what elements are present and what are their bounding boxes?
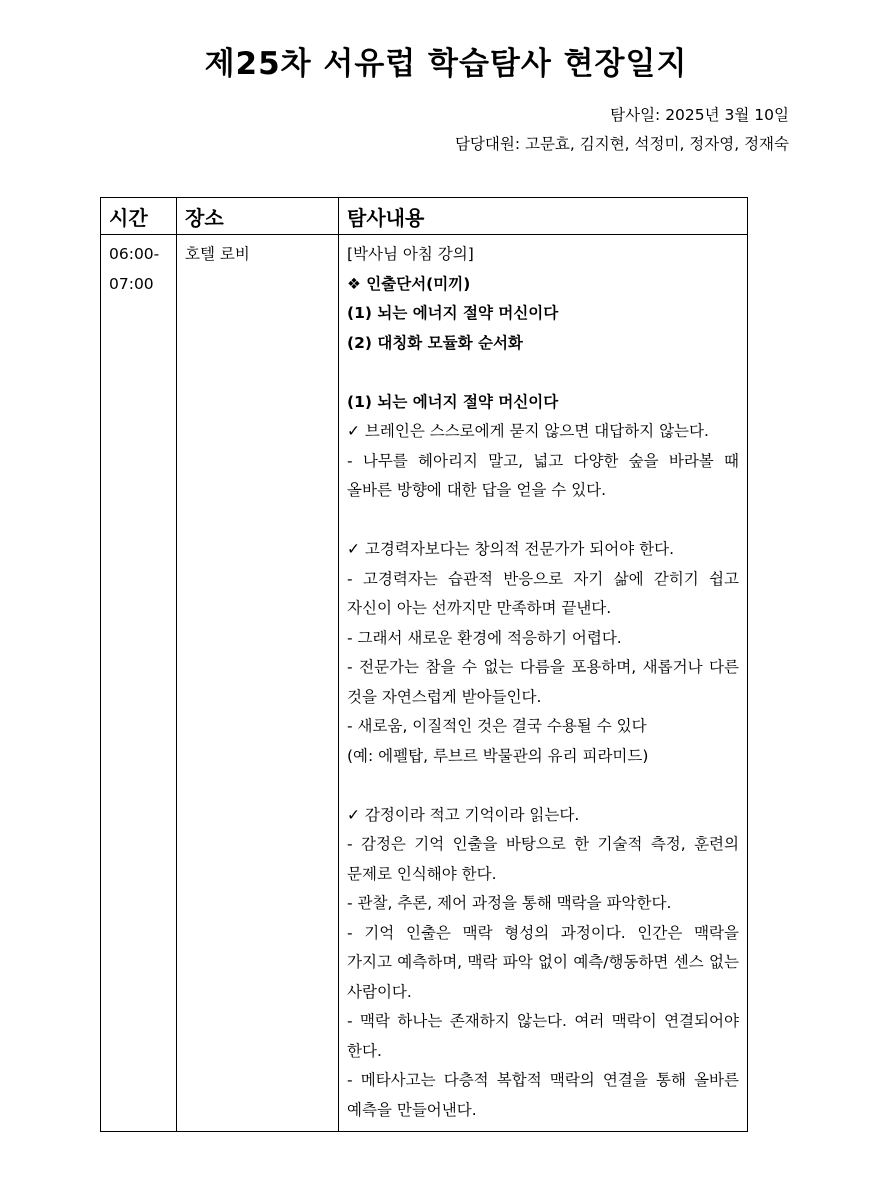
spacer xyxy=(347,358,739,388)
table-row xyxy=(101,235,748,1132)
header-content: 탐사내용 xyxy=(339,198,748,235)
field-log-table xyxy=(100,197,748,1132)
content-line: - 기억 인출은 맥락 형성의 과정이다. 인간은 맥락을 가지고 예측하며, 맥락 파악 없이 예측/행동하면 센스 없는 사람이다. xyxy=(347,923,739,1001)
content-line: - 맥락 하나는 존재하지 않는다. 여러 맥락이 연결되어야 한다. xyxy=(347,1012,739,1060)
document-title: 제25차 서유럽 학습탐사 현장일지 xyxy=(204,46,688,82)
content-line: [박사님 아침 강의] xyxy=(347,245,474,263)
content-line: - 메타사고는 다층적 복합적 맥락의 연결을 통해 올바른 예측을 만들어낸다. xyxy=(347,1071,739,1119)
content-line: - 새로움, 이질적인 것은 결국 수용될 수 있다 xyxy=(347,717,647,735)
content-heading: (1) 뇌는 에너지 절약 머신이다 xyxy=(347,304,559,322)
content-line: ✓ 감정이라 적고 기억이라 읽는다. xyxy=(347,805,580,824)
content-line: (예: 에펠탑, 루브르 박물관의 유리 피라미드) xyxy=(347,746,649,765)
content-heading: (1) 뇌는 에너지 절약 머신이다 xyxy=(347,392,559,411)
spacer xyxy=(347,771,739,801)
cell-content xyxy=(339,235,748,1132)
expedition-date: 탐사일: 2025년 3월 10일 xyxy=(610,106,789,124)
content-heading: (2) 대칭화 모듈화 순서화 xyxy=(347,333,523,352)
content-line: - 관찰, 추론, 제어 과정을 통해 맥락을 파악한다. xyxy=(347,894,672,912)
content-line: ✓ 브레인은 스스로에게 묻지 않으면 대답하지 않는다. xyxy=(347,422,709,440)
header-time: 시간 xyxy=(101,198,177,235)
cell-place: 호텔 로비 xyxy=(177,235,339,1132)
header-place: 장소 xyxy=(177,198,339,235)
cell-time: 06:00- 07:00 xyxy=(101,235,177,1132)
content-line: - 고경력자는 습관적 반응으로 자기 삶에 갇히기 쉽고 자신이 아는 선까지만 만족하며 끝낸다. xyxy=(347,569,739,617)
content-line: - 전문가는 참을 수 없는 다름을 포용하며, 새롭거나 다른 것을 자연스럽게 받아들인다. xyxy=(347,658,739,706)
content-line: - 나무를 헤아리지 말고, 넓고 다양한 숲을 바라볼 때 올바른 방향에 대한 답을 얻을 수 있다. xyxy=(347,451,739,499)
content-line: - 그래서 새로운 환경에 적응하기 어렵다. xyxy=(347,628,622,647)
content-line: ✓ 고경력자보다는 창의적 전문가가 되어야 한다. xyxy=(347,540,675,558)
team-members: 담당대원: 고문효, 김지현, 석정미, 정자영, 정재숙 xyxy=(454,135,789,153)
table-header-row xyxy=(101,198,748,235)
spacer xyxy=(347,506,739,536)
content-heading: ❖ 인출단서(미끼) xyxy=(347,274,471,293)
content-line: - 감정은 기억 인출을 바탕으로 한 기술적 측정, 훈련의 문제로 인식해야 한다. xyxy=(347,835,739,883)
